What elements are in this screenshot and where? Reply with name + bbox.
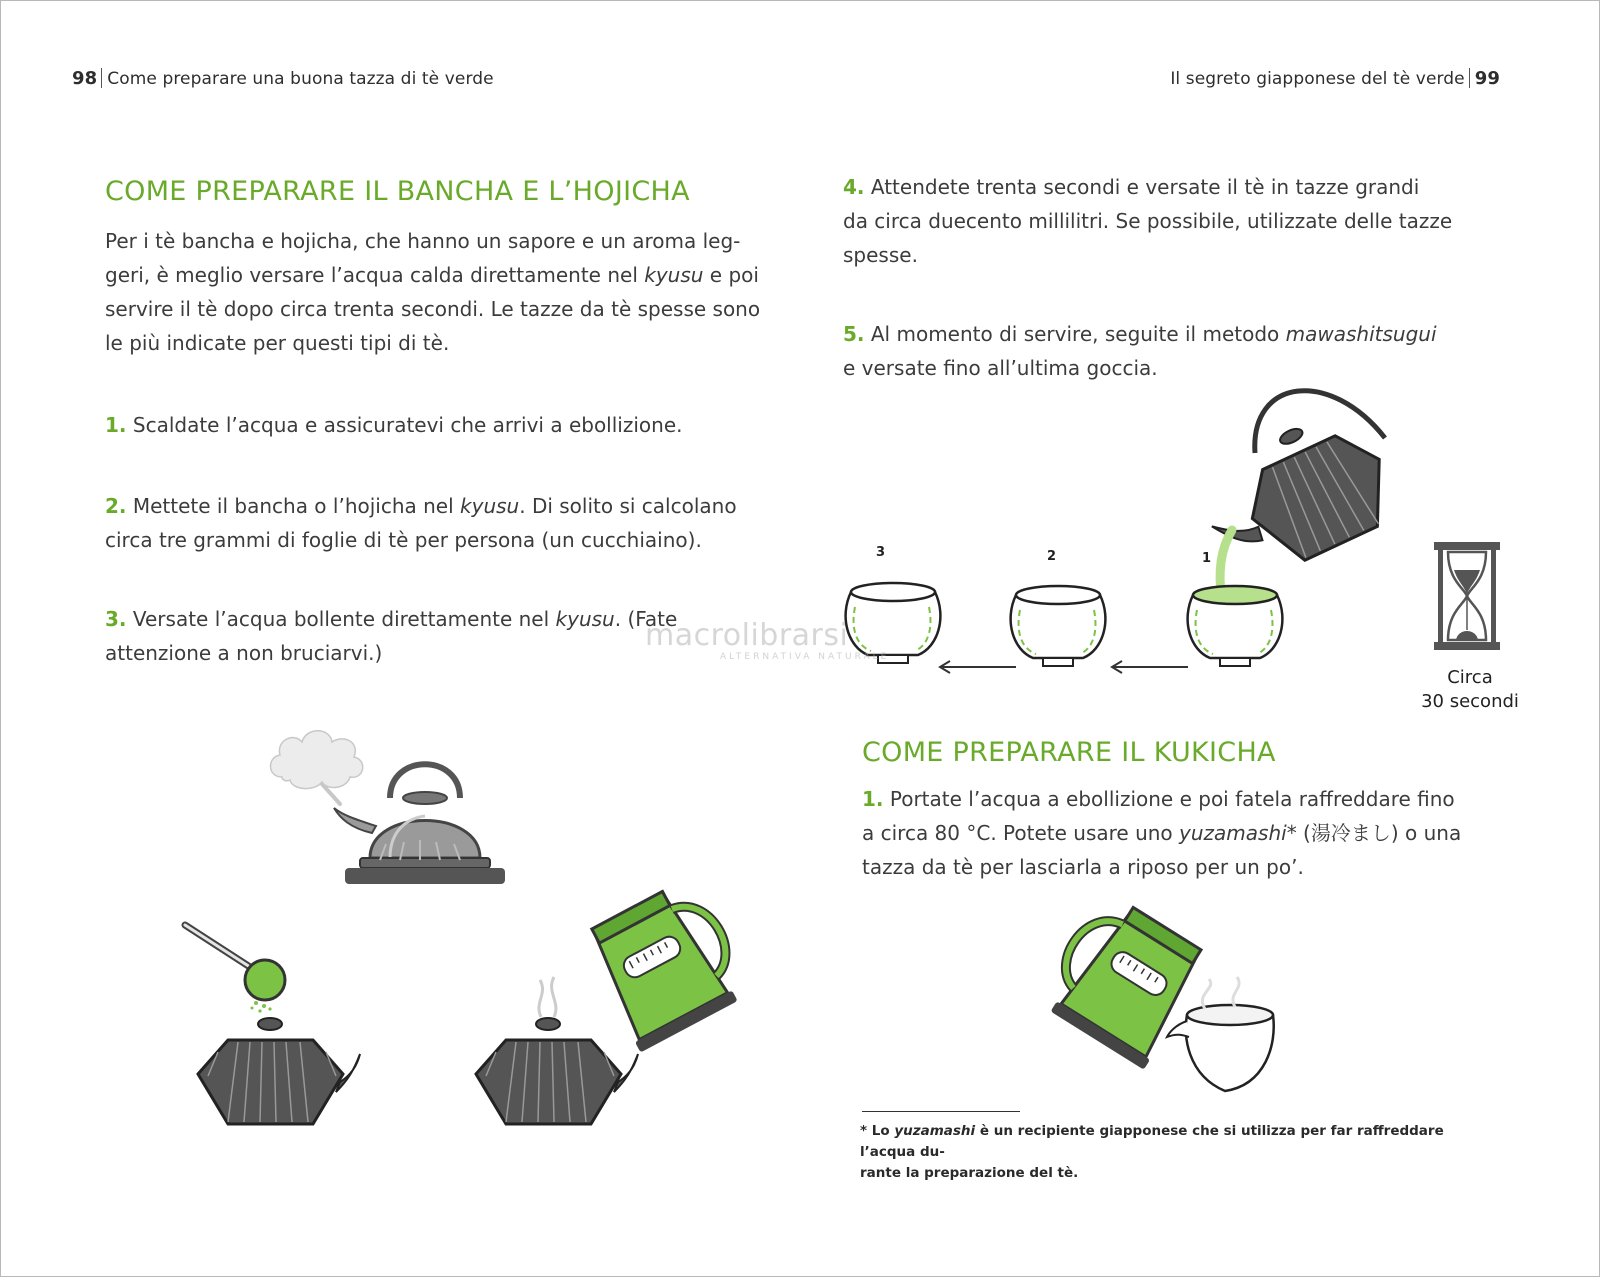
hourglass-icon (1432, 540, 1502, 652)
intro-line: servire il tè dopo circa trenta secondi. Le tazze da tè spesse sono (105, 297, 761, 321)
intro-paragraph (105, 224, 760, 360)
step-text: . (Fate (614, 607, 678, 631)
timer-label (1405, 666, 1535, 714)
intro-line: geri, è meglio versare l’acqua calda direttamente nel (105, 263, 645, 287)
footnote-text: * Lo (860, 1123, 895, 1139)
intro-italic: kyusu (644, 263, 704, 287)
step-italic: kyusu (555, 607, 615, 631)
step-text: circa tre grammi di foglie di tè per persona (un cucchiaino). (105, 528, 702, 552)
step-text: Portate l’acqua a ebollizione e poi fatela raffreddare fino (883, 787, 1455, 811)
step-number: 4. (843, 175, 865, 199)
watermark-sub: ALTERNATIVA NATURALE (720, 652, 890, 662)
timer-label-line: Circa (1447, 667, 1493, 688)
step-italic: yuzamashi (1179, 821, 1287, 845)
step-text: a circa 80 °C. Potete usare uno (862, 821, 1180, 845)
step-number: 1. (105, 413, 127, 437)
tea-cup-icon (1008, 580, 1108, 675)
heading-bancha-hojicha: COME PREPARARE IL BANCHA E L’HOJICHA (105, 176, 690, 207)
step-1 (105, 408, 682, 442)
step-text: Scaldate l’acqua e assicuratevi che arrivi a ebollizione. (126, 413, 683, 437)
footnote-rule (862, 1111, 1020, 1112)
step-text: e versate fino all’ultima goccia. (843, 356, 1158, 380)
step-text: . Di solito si calcolano (519, 494, 737, 518)
intro-line: e poi (703, 263, 759, 287)
tea-cup-icon (1185, 580, 1285, 675)
timer-label-line: 30 secondi (1421, 691, 1519, 712)
step-3 (105, 602, 677, 670)
arrow-left-icon (938, 660, 1018, 674)
cooling-bowl-icon (1165, 995, 1295, 1100)
step-text: * (湯冷まし) o una (1286, 821, 1462, 845)
right-running-title: Il segreto giapponese del tè verde (1170, 69, 1465, 89)
left-page-header (72, 68, 494, 89)
footnote-text: rante la preparazione del tè. (860, 1165, 1079, 1181)
step-italic: kyusu (460, 494, 520, 518)
cup-label-1: 1 (1202, 551, 1212, 566)
intro-line: le più indicate per questi tipi di tè. (105, 331, 450, 355)
teapot-icon (188, 1012, 363, 1137)
step-text: Attendete trenta secondi e versate il tè in tazze grandi (864, 175, 1420, 199)
cup-label-2: 2 (1047, 549, 1057, 564)
step-number: 2. (105, 494, 127, 518)
footnote (860, 1121, 1500, 1184)
step-text: Al momento di servire, seguite il metodo (864, 322, 1286, 346)
tea-scoop-icon (180, 905, 320, 1015)
intro-line: Per i tè bancha e hojicha, che hanno un sapore e un aroma leg- (105, 229, 741, 253)
step-text: attenzione a non bruciarvi.) (105, 641, 383, 665)
left-page-number: 98 (72, 68, 98, 89)
kukicha-step-1 (862, 782, 1461, 884)
step-5 (843, 317, 1437, 385)
step-2 (105, 489, 737, 557)
cup-label-3: 3 (876, 545, 886, 560)
stove-kettle-icon (320, 748, 510, 908)
watermark: macrolibrarsi (645, 618, 849, 653)
electric-kettle-icon (560, 882, 760, 1062)
arrow-left-icon (1110, 660, 1190, 674)
step-text: tazza da tè per lasciarla a riposo per un po’. (862, 855, 1304, 879)
step-italic: mawashitsugui (1285, 322, 1437, 346)
step-text: da circa duecento millilitri. Se possibile, utilizzate delle tazze (843, 209, 1453, 233)
step-text: Versate l’acqua bollente direttamente nel (126, 607, 556, 631)
step-4 (843, 170, 1452, 272)
step-number: 5. (843, 322, 865, 346)
footnote-italic: yuzamashi (894, 1123, 976, 1139)
heading-kukicha: COME PREPARARE IL KUKICHA (862, 737, 1276, 768)
step-number: 3. (105, 607, 127, 631)
step-text: spesse. (843, 243, 918, 267)
right-page-number: 99 (1474, 68, 1500, 89)
right-page-header (1170, 68, 1500, 89)
footnote-text: è un recipiente giapponese che si utilizza per far raffreddare l’acqua du- (860, 1123, 1444, 1160)
step-number: 1. (862, 787, 884, 811)
left-running-title: Come preparare una buona tazza di tè verde (107, 69, 494, 89)
step-text: Mettete il bancha o l’hojicha nel (126, 494, 461, 518)
